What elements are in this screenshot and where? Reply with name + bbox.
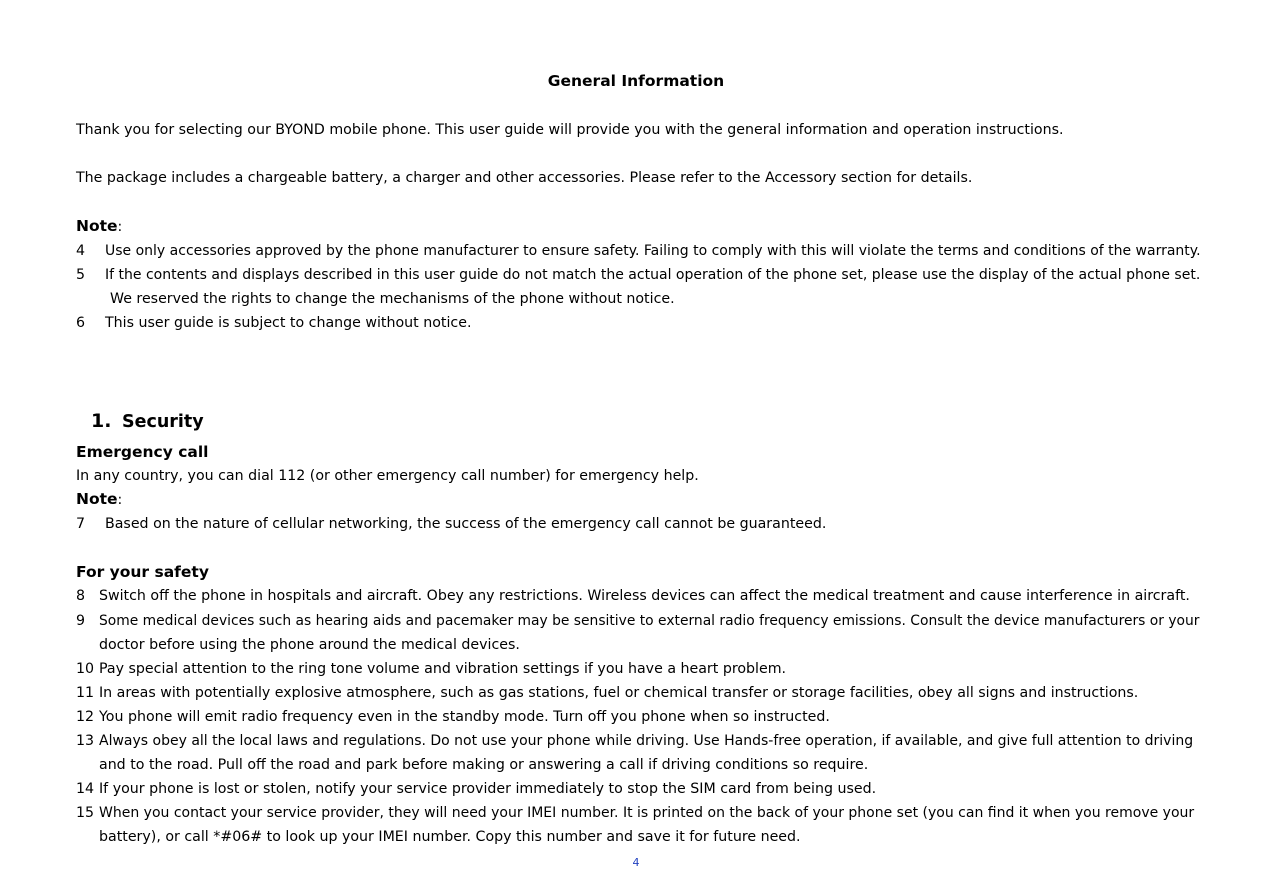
list-item-number: 7 [76, 516, 86, 532]
section-number: 1. [91, 410, 112, 432]
safety-heading: For your safety [76, 563, 209, 581]
list-item-text: You phone will emit radio frequency even in the standby mode. Turn off you phone when so instructed. [99, 709, 830, 725]
list-item-number: 4 [76, 243, 86, 259]
list-item-text: Based on the nature of cellular networking, the success of the emergency call cannot be guaranteed. [105, 516, 827, 532]
list-item-number: 15 [76, 805, 95, 821]
page-title: General Information [547, 72, 725, 90]
note-label: Note [76, 217, 118, 235]
list-item-text: Always obey all the local laws and regulations. Do not use your phone while driving. Use Hands-free operation, if available, and give full attention to driving [99, 733, 1194, 749]
list-item-number: 12 [76, 709, 95, 725]
note-colon: : [117, 492, 123, 508]
note-heading [76, 489, 122, 510]
list-item-number: 6 [76, 315, 86, 331]
emergency-call-text: In any country, you can dial 112 (or other emergency call number) for emergency help. [76, 468, 699, 484]
list-item-continuation: and to the road. Pull off the road and park before making or answering a call if driving conditions so require. [99, 757, 869, 773]
list-item-continuation: battery), or call *#06# to look up your IMEI number. Copy this number and save it for future need. [99, 829, 801, 845]
section-heading: Security [122, 412, 204, 432]
list-item-number: 5 [76, 267, 86, 283]
list-item-text: This user guide is subject to change without notice. [105, 315, 472, 331]
list-item-text: If your phone is lost or stolen, notify your service provider immediately to stop the SIM card from being used. [99, 781, 877, 797]
list-item-number: 9 [76, 613, 86, 629]
list-item-text: If the contents and displays described in this user guide do not match the actual operation of the phone set, please use the display of the actual phone set. [105, 267, 1201, 283]
list-item-number: 11 [76, 685, 95, 701]
list-item-text: Pay special attention to the ring tone volume and vibration settings if you have a heart problem. [99, 661, 787, 677]
list-item-text: In areas with potentially explosive atmosphere, such as gas stations, fuel or chemical transfer or storage facilities, obey all signs and instructions. [99, 685, 1139, 701]
intro-paragraph-1: Thank you for selecting our BYOND mobile phone. This user guide will provide you with the general information and operation instructions. [76, 122, 1064, 138]
list-item-number: 13 [76, 733, 95, 749]
list-item-continuation: We reserved the rights to change the mechanisms of the phone without notice. [110, 291, 675, 307]
page-number: 4 [632, 856, 640, 869]
list-item-number: 10 [76, 661, 95, 677]
note-colon: : [117, 219, 123, 235]
note-label: Note [76, 490, 118, 508]
intro-paragraph-2: The package includes a chargeable battery, a charger and other accessories. Please refer to the Accessory section for details. [76, 170, 973, 186]
emergency-call-heading: Emergency call [76, 443, 209, 461]
list-item-text: Switch off the phone in hospitals and aircraft. Obey any restrictions. Wireless devices can affect the medical treatment and cause interference in aircraft. [99, 588, 1190, 604]
list-item-text: Some medical devices such as hearing aids and pacemaker may be sensitive to external radio frequency emissions. Consult the device manufacturers or your [99, 613, 1200, 629]
list-item-text: Use only accessories approved by the phone manufacturer to ensure safety. Failing to comply with this will violate the terms and conditions of the warranty. [105, 243, 1201, 259]
list-item-continuation: doctor before using the phone around the medical devices. [99, 637, 520, 653]
note-heading [76, 216, 122, 237]
list-item-text: When you contact your service provider, they will need your IMEI number. It is printed on the back of your phone set (you can find it when you remove your [99, 805, 1195, 821]
list-item-number: 14 [76, 781, 95, 797]
list-item-number: 8 [76, 588, 86, 604]
